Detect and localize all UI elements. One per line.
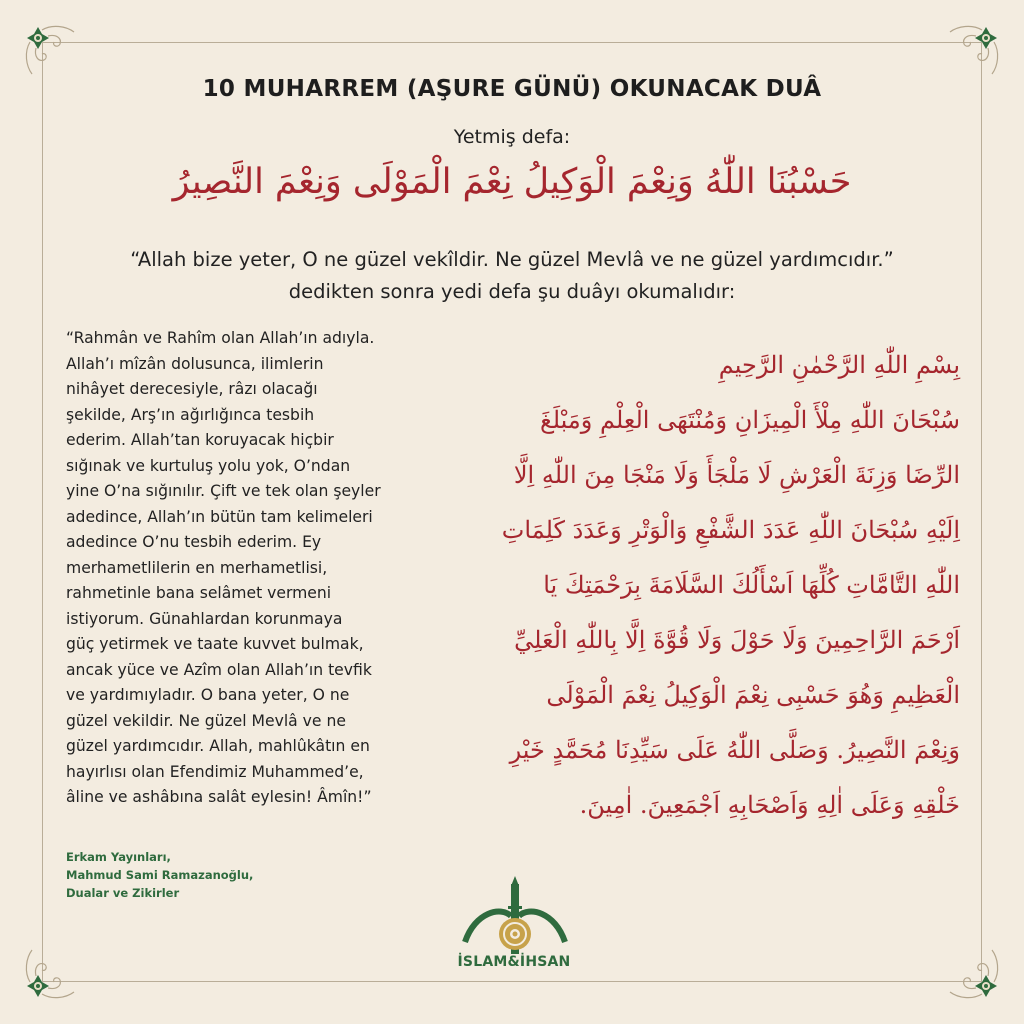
meaning-line: adedince O’nu tesbih ederim. Ey <box>66 533 322 551</box>
meaning-line: güzel vekildir. Ne güzel Mevlâ ve ne <box>66 711 346 730</box>
brand-logo-text: İSLAM&İHSAN <box>457 954 571 970</box>
translation-block <box>0 244 1024 308</box>
meaning-line: nihâyet derecesiyle, râzı olacağı <box>66 380 318 398</box>
meaning-line: hayırlısı olan Efendimiz Muhammed’e, <box>66 762 364 781</box>
meaning-line: şekilde, Arş’ın ağırlığınca tesbih <box>66 405 315 424</box>
arabic-dua-line: الرِّضَا وَزِنَةَ الْعَرْشِ لَا مَلْجَأَ وَلَا مَنْجَا مِنَ اللّٰهِ اِلَّا <box>513 461 960 489</box>
dua-meaning-text <box>66 326 438 811</box>
arabic-dua-line: سُبْحَانَ اللّٰهِ مِلْأَ الْمِيزَانِ وَمُنْتَهَى الْعِلْمِ وَمَبْلَغَ <box>539 406 960 434</box>
arabic-dua-line: وَنِعْمَ النَّصِيرُ. وَصَلَّى اللّٰهُ عَلَى سَيِّدِنَا مُحَمَّدٍ خَيْرِ <box>509 736 960 764</box>
corner-ornament-icon <box>22 22 82 82</box>
corner-ornament-icon <box>22 942 82 1002</box>
meaning-line: “Rahmân ve Rahîm olan Allah’ın adıyla. <box>66 329 375 347</box>
repeat-instruction: Yetmiş defa: <box>453 126 571 148</box>
source-line: Mahmud Sami Ramazanoğlu, <box>66 868 254 882</box>
arabic-dua-line: بِسْمِ اللّٰهِ الرَّحْمٰنِ الرَّحِيمِ <box>718 351 960 379</box>
arabic-dua-text <box>440 338 960 833</box>
source-line: Erkam Yayınları, <box>66 850 171 864</box>
meaning-line: merhametlilerin en merhametlisi, <box>66 558 328 577</box>
meaning-line: rahmetinle bana selâmet vermeni <box>66 584 332 602</box>
arabic-dua-line: اَرْحَمَ الرَّاحِمِينَ وَلَا حَوْلَ وَلَا قُوَّةَ اِلَّا بِاللّٰهِ الْعَلِيِّ <box>514 626 960 654</box>
meaning-line: güzel yardımcıdır. Allah, mahlûkâtın en <box>66 737 370 755</box>
meaning-line: ederim. Allah’tan koruyacak hiçbir <box>66 431 334 449</box>
corner-ornament-icon <box>942 942 1002 1002</box>
meaning-line: yine O’na sığınılır. Çift ve tek olan şeyler <box>66 482 381 500</box>
source-citation <box>66 848 326 902</box>
arabic-dua-line: الْعَظِيمِ وَهُوَ حَسْبِى نِعْمَ الْوَكِيلُ نِعْمَ الْمَوْلَى <box>546 681 960 709</box>
instruction-line: dedikten sonra yedi defa şu duâyı okumalıdır: <box>288 280 736 303</box>
translation-line: “Allah bize yeter, O ne güzel vekîldir. Ne güzel Mevlâ ve ne güzel yardımcıdır.” <box>130 248 894 271</box>
meaning-line: güç yetirmek ve taate kuvvet bulmak, <box>66 635 364 653</box>
meaning-line: istiyorum. Günahlardan korunmaya <box>66 609 343 628</box>
arabic-dua-line: اللّٰهِ التَّامَّاتِ كُلِّهَا اَسْأَلُكَ السَّلَامَةَ بِرَحْمَتِكَ يَا <box>543 571 960 599</box>
arabic-dua-line: اِلَيْهِ سُبْحَانَ اللّٰهِ عَدَدَ الشَّفْعِ وَالْوَتْرِ وَعَدَدَ كَلِمَاتِ <box>501 516 960 544</box>
meaning-line: Allah’ı mîzân dolusunca, ilimlerin <box>66 354 324 373</box>
corner-ornament-icon <box>942 22 1002 82</box>
arabic-dua-line: خَلْقِهِ وَعَلَى اٰلِهِ وَاَصْحَابِهِ اَجْمَعِينَ. اٰمِينَ. <box>579 791 960 819</box>
page-title: 10 MUHARREM (AŞURE GÜNÜ) OKUNACAK DUÂ <box>202 76 822 102</box>
meaning-line: sığınak ve kurtuluş yolu yok, O’ndan <box>66 456 351 475</box>
meaning-line: ve yardımıyladır. O bana yeter, O ne <box>66 686 350 704</box>
meaning-line: adedince, Allah’ın bütün tam kelimeleri <box>66 507 373 526</box>
source-line: Dualar ve Zikirler <box>66 886 180 900</box>
meaning-line: ancak yüce ve Azîm olan Allah’ın tevfik <box>66 660 372 679</box>
arabic-main-verse: حَسْبُنَا اللّٰهُ وَنِعْمَ الْوَكِيلُ نِعْمَ الْمَوْلَى وَنِعْمَ النَّصِيرُ <box>172 162 852 202</box>
meaning-line: âline ve ashâbına salât eylesin! Âmîn!” <box>66 788 372 806</box>
